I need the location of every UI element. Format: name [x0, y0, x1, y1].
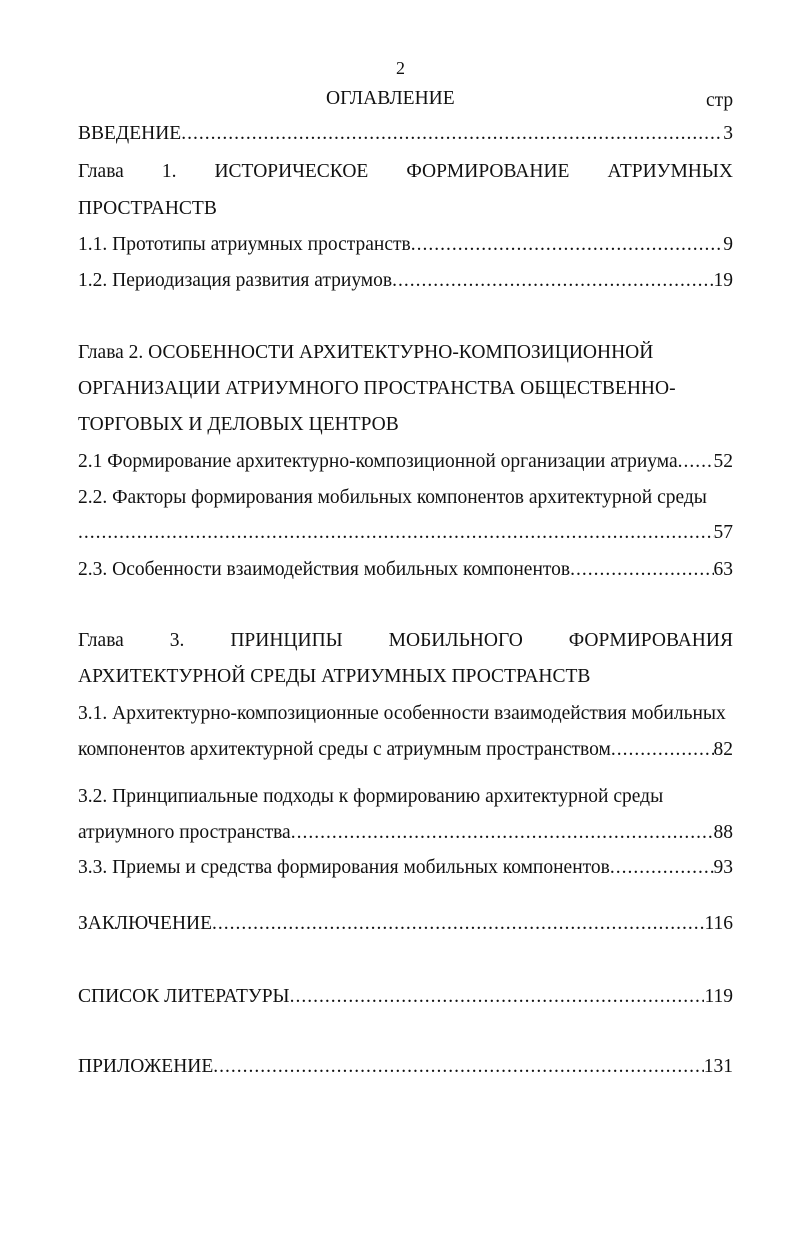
dot-leader — [610, 855, 714, 881]
dot-leader — [78, 520, 714, 546]
toc-entry-page: 9 — [723, 234, 733, 255]
toc-entry-page: 3 — [723, 123, 733, 144]
toc-entry-1-1[interactable] — [78, 232, 733, 258]
toc-entry-page: 93 — [713, 857, 733, 878]
toc-entry-page: 131 — [703, 1056, 733, 1077]
dot-leader — [611, 737, 714, 763]
toc-entry-page: 119 — [704, 986, 733, 1007]
toc-entry-text: 3.3. Приемы и средства формирования мобильных компонентов — [78, 857, 610, 878]
toc-entry-2-3[interactable] — [78, 557, 733, 583]
chapter-3-heading-cont: АРХИТЕКТУРНОЙ СРЕДЫ АТРИУМНЫХ ПРОСТРАНСТВ — [78, 666, 591, 687]
chapter-word: ИСТОРИЧЕСКОЕ — [214, 161, 369, 182]
chapter-word: 1. — [161, 161, 177, 182]
toc-entry-text: компонентов архитектурной среды с атриумным пространством — [78, 739, 611, 760]
dot-leader — [212, 911, 704, 937]
toc-entry-page: 19 — [713, 270, 733, 291]
toc-entry-3-2[interactable]: 3.2. Принципиальные подходы к формированию архитектурной среды — [78, 786, 664, 807]
toc-entry-text: ПРИЛОЖЕНИЕ — [78, 1056, 214, 1077]
chapter-word: ПРИНЦИПЫ — [230, 630, 343, 651]
toc-entry-text: 1.1. Прототипы атриумных пространств — [78, 234, 411, 255]
toc-entry-1-2[interactable] — [78, 268, 733, 294]
dot-leader — [291, 820, 714, 846]
toc-entry-page: 63 — [713, 559, 733, 580]
dot-leader — [411, 232, 724, 258]
toc-entry-page: 57 — [713, 522, 733, 543]
chapter-1-heading-cont: ПРОСТРАНСТВ — [78, 198, 217, 219]
dot-leader — [290, 984, 705, 1010]
chapter-2-heading-cont: ОРГАНИЗАЦИИ АТРИУМНОГО ПРОСТРАНСТВА ОБЩЕСТВЕННО- — [78, 378, 676, 399]
toc-entry-page: 116 — [704, 913, 733, 934]
toc-entry-page: 88 — [713, 822, 733, 843]
chapter-word: Глава — [78, 161, 124, 182]
toc-entry-2-1[interactable] — [78, 449, 733, 475]
chapter-word: МОБИЛЬНОГО — [388, 630, 523, 651]
toc-entry-text: 1.2. Периодизация развития атриумов — [78, 270, 393, 291]
chapter-1-heading[interactable] — [78, 159, 733, 185]
chapter-word: ФОРМИРОВАНИЕ — [406, 161, 570, 182]
chapter-2-heading-cont2: ТОРГОВЫХ И ДЕЛОВЫХ ЦЕНТРОВ — [78, 414, 399, 435]
toc-entry-text: ВВЕДЕНИЕ — [78, 123, 182, 144]
dot-leader — [392, 268, 713, 294]
toc-entry-text: ЗАКЛЮЧЕНИЕ — [78, 913, 213, 934]
chapter-word: 3. — [169, 630, 185, 651]
toc-entry-3-1-cont — [78, 737, 733, 763]
toc-title: ОГЛАВЛЕНИЕ — [326, 88, 455, 109]
chapter-word: Глава — [78, 630, 124, 651]
toc-entry-page: 52 — [713, 451, 733, 472]
dot-leader — [570, 557, 713, 583]
page-number: 2 — [396, 58, 405, 78]
toc-entry-3-2-cont — [78, 820, 733, 846]
toc-entry-page: 82 — [713, 739, 733, 760]
toc-entry-references[interactable] — [78, 984, 733, 1010]
toc-entry-2-2-leader — [78, 520, 733, 546]
dot-leader — [181, 121, 723, 147]
chapter-2-heading[interactable]: Глава 2. ОСОБЕННОСТИ АРХИТЕКТУРНО-КОМПОЗИЦИОННОЙ — [78, 342, 654, 363]
toc-entry-text: СПИСОК ЛИТЕРАТУРЫ — [78, 986, 290, 1007]
chapter-word: АТРИУМНЫХ — [607, 161, 733, 182]
toc-entry-2-2[interactable]: 2.2. Факторы формирования мобильных компонентов архитектурной среды — [78, 487, 707, 508]
chapter-word: ФОРМИРОВАНИЯ — [568, 630, 733, 651]
toc-entry-conclusion[interactable] — [78, 911, 733, 937]
dot-leader — [213, 1054, 703, 1080]
toc-entry-appendix[interactable] — [78, 1054, 733, 1080]
dot-leader — [678, 449, 714, 475]
toc-entry-text: атриумного пространства — [78, 822, 291, 843]
toc-entry-3-3[interactable] — [78, 855, 733, 881]
toc-entry-text: 2.1 Формирование архитектурно-композиционной организации атриума — [78, 451, 678, 472]
toc-entry-text: 2.3. Особенности взаимодействия мобильных компонентов — [78, 559, 571, 580]
toc-entry-3-1[interactable]: 3.1. Архитектурно-композиционные особенности взаимодействия мобильных — [78, 703, 726, 724]
chapter-3-heading[interactable] — [78, 628, 733, 654]
page-column-label: стр — [706, 90, 734, 111]
toc-entry-introduction[interactable] — [78, 121, 733, 147]
